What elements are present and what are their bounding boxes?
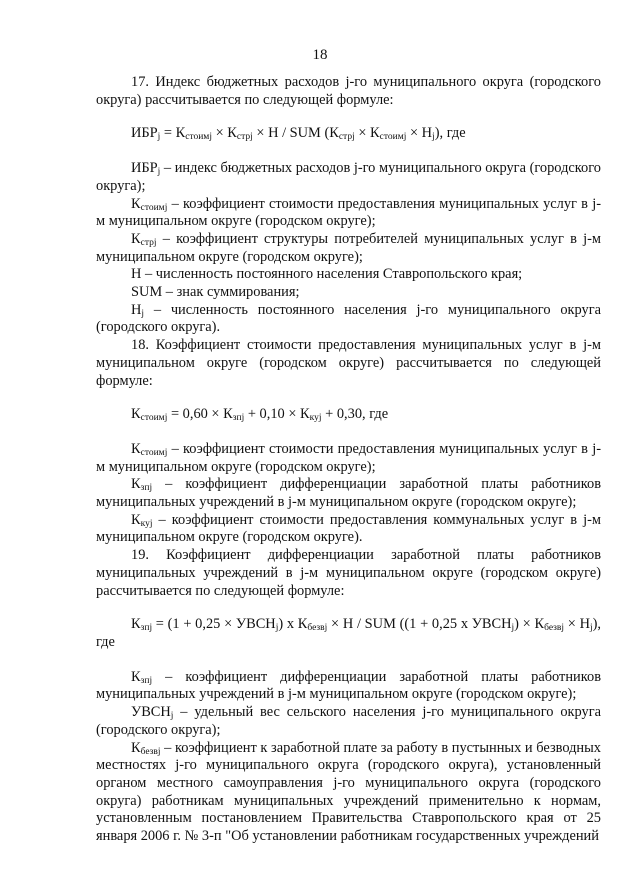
paragraph-19: 19. Коэффициент дифференциации заработной платы работников муниципальных учреждений в j-м муниципальном округе (городском округе) рассчитывается по следующей формуле: [96, 547, 601, 599]
formula-k-zp: $К_{зпj} = (1 + 0,25$ × $УВСН_j$) х $К_{безвj} \times Н$ / SUM ((1 + 0,25 х $УВСН_j) \times К_{безвj} \times Н_j$), где [96, 616, 602, 650]
definition-k-bezv: $К_{безвj}$ – коэффициент к заработной плате за работу в пустынных и безводных местностях j-го муниципального округа (городского округа), установленный органом местного самоуправления j-го муниципального округа (городского округа) работникам муниципальных учреждений применительно к нормам, установленным постановлением Правительства Ставропольского края от 25 января 2006 г. № 3-п "Об установлении работникам государственных учреждений [96, 739, 601, 845]
definition-n: Н – численность постоянного населения Ставропольского края; [131, 266, 523, 283]
definition-k-str: $К_{стрj}$ – коэффициент структуры потребителей муниципальных услуг в j-м муниципальном округе (городском округе); [96, 230, 601, 265]
formula-k-stoim: $К_{стоимj} = 0,60 \times К_{зпj} + 0,10 \times К_{куj} + 0,30$, где [131, 406, 389, 424]
definition-sum: SUM – знак суммирования; [131, 284, 300, 301]
definition-k-ku: $К_{куj}$ – коэффициент стоимости предоставления коммунальных услуг в j-м муниципальном округе (городском округе). [96, 511, 601, 546]
definition-ibr: $ИБР_j$ – индекс бюджетных расходов j-го муниципального округа (городского округа); [96, 160, 601, 194]
definition-hj: $Н_j$ – численность постоянного населения j-го муниципального округа (городского округа). [96, 301, 601, 336]
document-body [96, 74, 601, 846]
definition-uvsn: $УВСН_j$ – удельный вес сельского населения j-го муниципального округа (городского округа); [96, 704, 601, 738]
paragraph-17: 17. Индекс бюджетных расходов j-го муниципального округа (городского округа) рассчитывается по следующей формуле: [96, 74, 601, 108]
formula-ibr: $ИБР_j = К_{стоимj} \times К_{стрj} \times Н$ / SUM $(К_{стрj} \times К_{стоимj} \times Н_j)$, где [131, 125, 466, 143]
definition-k-stoim: $К_{стоимj}$ – коэффициент стоимости предоставления муниципальных услуг в j-м муниципальном округе (городском округе); [96, 195, 601, 230]
definition-k-zp: $К_{зпj}$ – коэффициент дифференциации заработной платы работников муниципальных учреждений в j-м муниципальном округе (городском округе); [96, 476, 601, 511]
paragraph-18: 18. Коэффициент стоимости предоставления муниципальных услуг в j-м муниципальном округе (городском округе) рассчитывается по следующей формуле: [96, 337, 601, 389]
page-number: 18 [312, 47, 328, 63]
definition-k-zp-2: $К_{зпj}$ – коэффициент дифференциации заработной платы работников муниципальных учреждений в j-м муниципальном округе (городском округе); [96, 668, 601, 703]
definition-k-stoim-2: $К_{стоимj}$ – коэффициент стоимости предоставления муниципальных услуг в j-м муниципальном округе (городском округе); [96, 440, 601, 475]
